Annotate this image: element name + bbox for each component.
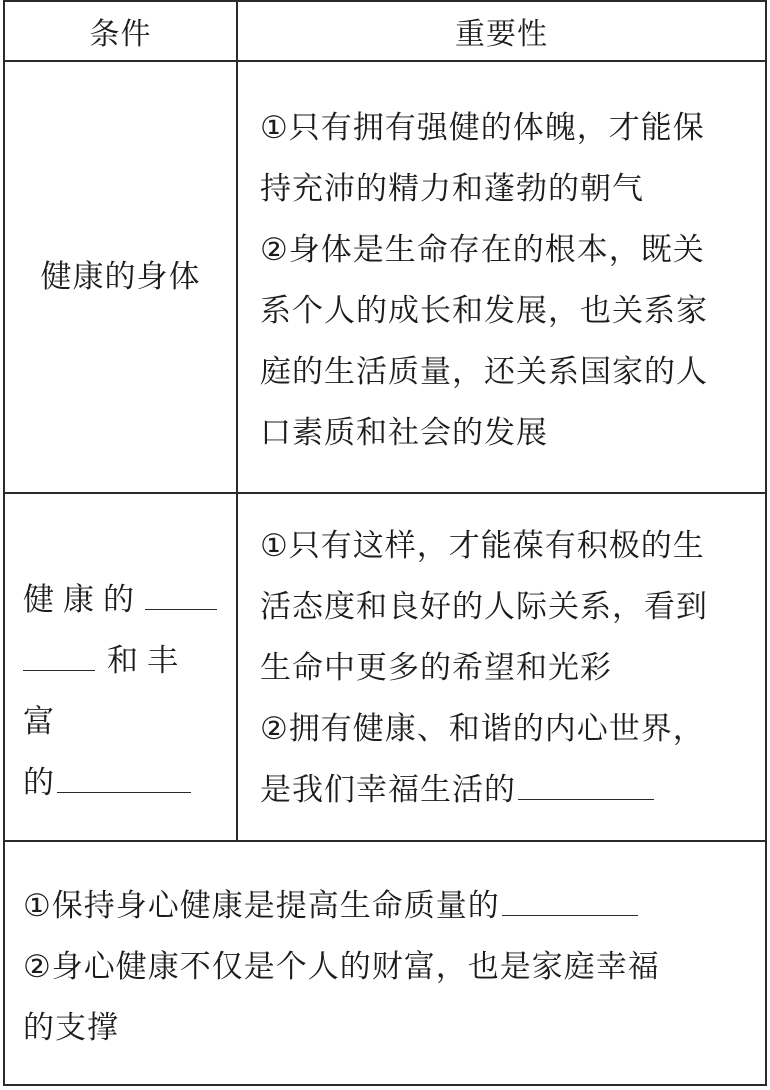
condition-healthy-body: 健康的身体 <box>5 62 238 492</box>
importance-line: 持充沛的精力和蓬勃的朝气 <box>260 171 644 207</box>
importance-line: ①只有拥有强健的体魄，才能保 <box>260 110 705 146</box>
importance-line: ②拥有健康、和谐的内心世界， <box>260 711 705 747</box>
importance-line: 口素质和社会的发展 <box>260 415 548 451</box>
fill-in-blank <box>502 881 638 916</box>
condition-mental-health <box>5 494 238 840</box>
fill-in-blank <box>145 575 217 610</box>
importance-cell-mental <box>238 494 765 840</box>
importance-line <box>260 760 755 821</box>
table-row-healthy-body <box>5 62 765 494</box>
header-importance: 重要性 <box>455 17 548 52</box>
importance-text: 是我们幸福生活的 <box>260 772 516 808</box>
conditions-table <box>3 0 767 1086</box>
fill-in-blank <box>23 636 95 671</box>
importance-line: 活态度和良好的人际关系，看到 <box>260 589 708 625</box>
fill-in-blank <box>518 765 654 800</box>
condition-text: 的 <box>23 765 55 801</box>
condition-line <box>23 753 226 814</box>
condition-line <box>23 570 226 631</box>
importance-line: ①只有这样，才能葆有积极的生 <box>260 528 705 564</box>
condition-text: 健康的 <box>23 582 143 618</box>
summary-line <box>23 876 753 937</box>
importance-line: 庭的生活质量，还关系国家的人 <box>260 354 708 390</box>
header-conditions: 条件 <box>5 2 238 60</box>
table-row-mental-health <box>5 494 765 842</box>
importance-line: ②身体是生命存在的根本，既关 <box>260 232 705 268</box>
importance-line: 系个人的成长和发展，也关系家 <box>260 293 708 329</box>
condition-text: 和丰富 <box>23 643 187 740</box>
table-header-row <box>5 2 765 62</box>
importance-line: 生命中更多的希望和光彩 <box>260 650 612 686</box>
table-summary-row <box>5 842 765 1084</box>
summary-text: ①保持身心健康是提高生命质量的 <box>23 888 500 924</box>
summary-line: 的支撑 <box>23 1010 119 1046</box>
importance-cell-body <box>238 62 765 492</box>
summary-line: ②身心健康不仅是个人的财富，也是家庭幸福 <box>23 949 660 985</box>
condition-line <box>23 631 226 753</box>
fill-in-blank <box>57 758 191 793</box>
